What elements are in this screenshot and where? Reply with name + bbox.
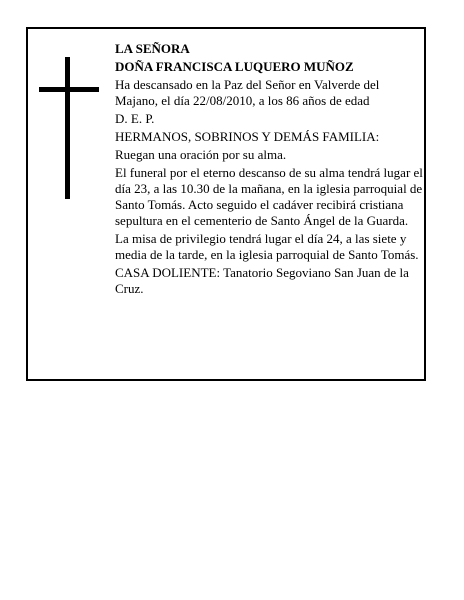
funeral-home: CASA DOLIENTE: Tanatorio Segoviano San Juan de la Cruz.: [115, 265, 409, 296]
funeral-details: El funeral por el eterno descanso de su alma tendrá lugar el día 23, a las 10.30 de la mañana, en la iglesia parroquial de Santo Tomás. Acto seguido el cadáver recibirá cristiana sepultura en el cementerio de Santo Ángel de la Guarda.: [115, 165, 423, 228]
cross-icon: [39, 57, 99, 199]
rip-abbreviation: D. E. P.: [115, 111, 155, 126]
notice-text: [115, 41, 423, 299]
family-heading: HERMANOS, SOBRINOS Y DEMÁS FAMILIA:: [115, 129, 380, 144]
notice-title-line1: LA SEÑORA: [115, 41, 190, 56]
cross-horizontal-bar: [39, 87, 99, 92]
mass-details: La misa de privilegio tendrá lugar el día 24, a las siete y media de la tarde, en la iglesia parroquial de Santo Tomás.: [115, 231, 419, 262]
death-announcement: Ha descansado en la Paz del Señor en Valverde del Majano, el día 22/08/2010, a los 86 años de edad: [115, 77, 380, 108]
deceased-name: DOÑA FRANCISCA LUQUERO MUÑOZ: [115, 59, 354, 74]
prayer-request: Ruegan una oración por su alma.: [115, 147, 287, 162]
obituary-notice: [26, 27, 426, 381]
cross-vertical-bar: [65, 57, 70, 199]
